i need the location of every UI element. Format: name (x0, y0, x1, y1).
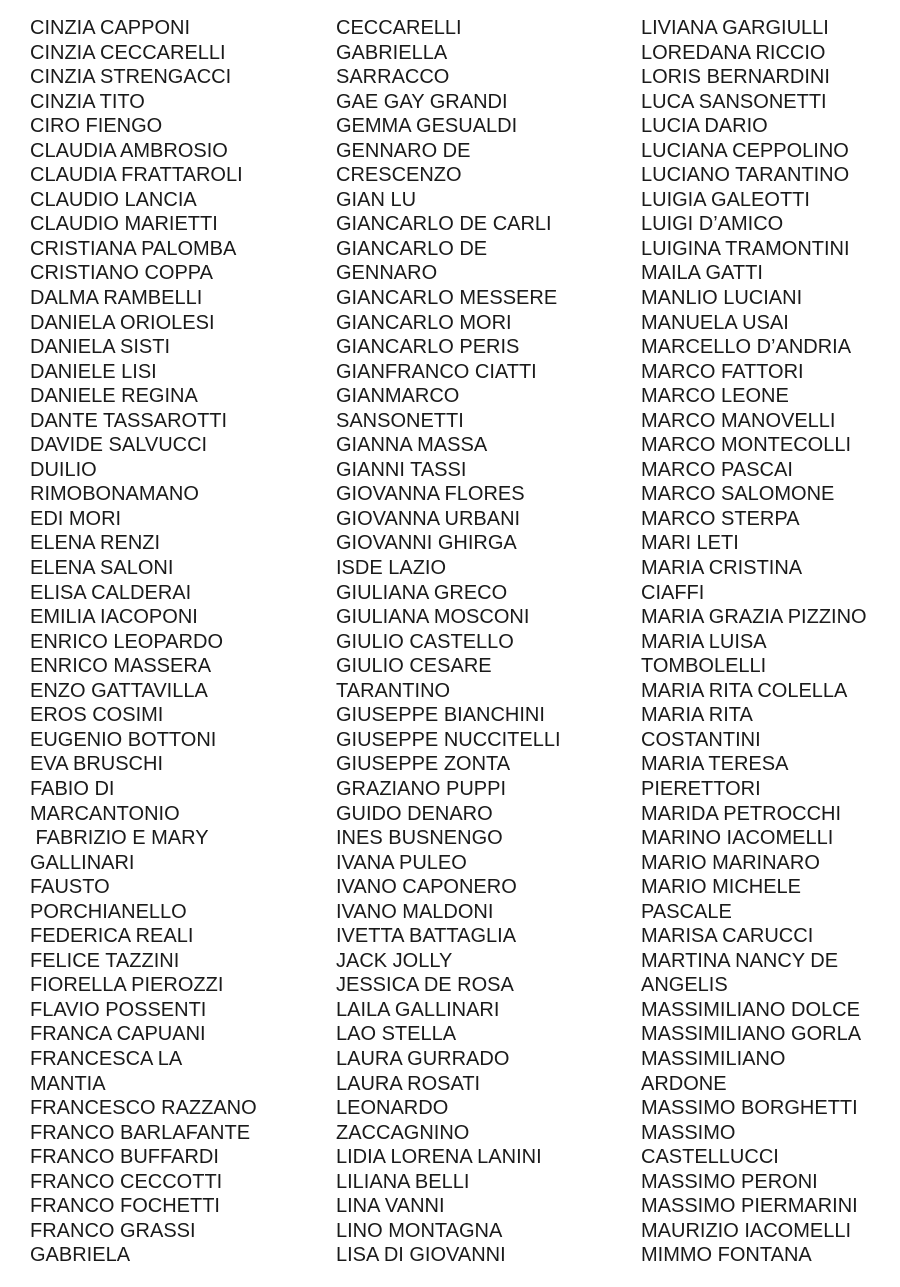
name-entry: CLAUDIO MARIETTI (30, 213, 218, 236)
name-entry: CIRO FIENGO (30, 115, 163, 138)
name-entry: MASSIMILIANO GORLA (641, 1023, 862, 1046)
name-entry: RIMOBONAMANO (30, 483, 199, 506)
name-entry: FRANCO GRASSI (30, 1219, 196, 1242)
name-entry: MASSIMO (641, 1121, 736, 1144)
name-entry: CLAUDIO LANCIA (30, 188, 197, 211)
name-entry: GRAZIANO PUPPI (336, 777, 507, 800)
name-entry: LINA VANNI (336, 1195, 445, 1218)
name-entry: LIDIA LORENA LANINI (336, 1146, 542, 1169)
name-entry: GIAN LU (336, 188, 417, 211)
name-entry: CRESCENZO (336, 164, 462, 187)
name-entry: MARI LETI (641, 532, 739, 555)
name-entry: CIAFFI (641, 581, 705, 604)
name-entry: DANTE TASSAROTTI (30, 409, 228, 432)
name-entry: GIULIANA GRECO (336, 581, 508, 604)
name-column-3 (641, 16, 867, 1268)
name-entry: ZACCAGNINO (336, 1121, 470, 1144)
name-entry: ELISA CALDERAI (30, 581, 192, 604)
name-entry: MARCO PASCAI (641, 458, 793, 481)
name-entry: GIUSEPPE BIANCHINI (336, 704, 545, 727)
name-entry: GIULIANA MOSCONI (336, 606, 530, 629)
name-entry: GIULIO CESARE (336, 655, 492, 678)
name-entry: TOMBOLELLI (641, 655, 767, 678)
name-entry: LAURA ROSATI (336, 1072, 481, 1095)
name-entry: LAILA GALLINARI (336, 998, 500, 1021)
name-entry: LORIS BERNARDINI (641, 66, 830, 89)
name-entry: CRISTIANO COPPA (30, 262, 213, 285)
name-entry: LISA DI GIOVANNI (336, 1244, 506, 1267)
name-entry: FABIO DI (30, 777, 115, 800)
name-entry: MARCO LEONE (641, 385, 789, 408)
name-entry: CASTELLUCCI (641, 1146, 779, 1169)
name-entry: ELENA RENZI (30, 532, 161, 555)
name-entry: LUCIA DARIO (641, 115, 768, 138)
name-entry: CLAUDIA FRATTAROLI (30, 164, 243, 187)
name-entry: IVANO CAPONERO (336, 876, 517, 899)
name-entry: DALMA RAMBELLI (30, 287, 203, 310)
name-entry: EMILIA IACOPONI (30, 606, 198, 629)
name-entry: GIULIO CASTELLO (336, 630, 514, 653)
name-entry: FRANCO BARLAFANTE (30, 1121, 251, 1144)
name-entry: MANTIA (30, 1072, 106, 1095)
name-entry: LUIGI D’AMICO (641, 213, 784, 236)
name-entry: IVANO MALDONI (336, 900, 494, 923)
name-entry: MARCO STERPA (641, 507, 800, 530)
name-entry: MASSIMO BORGHETTI (641, 1097, 858, 1120)
name-entry: SARRACCO (336, 66, 450, 89)
name-entry: FRANCO BUFFARDI (30, 1146, 219, 1169)
name-entry: GENNARO DE (336, 139, 471, 162)
name-entry: MARIA TERESA (641, 753, 789, 776)
name-entry: ANGELIS (641, 974, 728, 997)
name-entry: LINO MONTAGNA (336, 1219, 503, 1242)
name-entry: COSTANTINI (641, 728, 761, 751)
name-entry: GIANNA MASSA (336, 434, 488, 457)
name-entry: CINZIA CAPPONI (30, 17, 191, 39)
name-entry: LIVIANA GARGIULLI (641, 17, 829, 39)
name-entry: GIUSEPPE ZONTA (336, 753, 511, 776)
name-entry: ARDONE (641, 1072, 727, 1095)
name-entry: JACK JOLLY (336, 949, 453, 972)
name-entry: GIANCARLO MORI (336, 311, 512, 334)
name-entry: IVANA PULEO (336, 851, 467, 874)
name-entry: PIERETTORI (641, 777, 761, 800)
name-entry: GENNARO (336, 262, 438, 285)
name-entry: GABRIELLA (336, 41, 448, 64)
name-entry: FABRIZIO E MARY (30, 827, 209, 850)
name-entry: FEDERICA REALI (30, 925, 194, 948)
name-entry: LILIANA BELLI (336, 1170, 470, 1193)
name-entry: EDI MORI (30, 507, 122, 530)
name-entry: SANSONETTI (336, 409, 464, 432)
name-entry: PORCHIANELLO (30, 900, 187, 923)
name-entry: LUIGINA TRAMONTINI (641, 237, 850, 260)
name-entry: DANIELE LISI (30, 360, 157, 383)
name-entry: FIORELLA PIEROZZI (30, 974, 224, 997)
name-entry: FLAVIO POSSENTI (30, 998, 207, 1021)
name-entry: PASCALE (641, 900, 732, 923)
name-entry: CINZIA TITO (30, 90, 145, 113)
name-entry: GIANNI TASSI (336, 458, 467, 481)
name-entry: LEONARDO (336, 1097, 449, 1120)
name-entry: GIOVANNA URBANI (336, 507, 521, 530)
name-entry: INES BUSNENGO (336, 827, 503, 850)
name-entry: MARCO SALOMONE (641, 483, 835, 506)
name-entry: GIANMARCO (336, 385, 460, 408)
name-entry: ENRICO LEOPARDO (30, 630, 223, 653)
name-column-2 (336, 16, 561, 1268)
name-entry: GALLINARI (30, 851, 135, 874)
name-entry: CLAUDIA AMBROSIO (30, 139, 228, 162)
name-entry: IVETTA BATTAGLIA (336, 925, 517, 948)
name-entry: ISDE LAZIO (336, 557, 447, 580)
name-entry: MARIA CRISTINA (641, 557, 803, 580)
name-entry: LUCIANA CEPPOLINO (641, 139, 849, 162)
name-entry: GUIDO DENARO (336, 802, 493, 825)
name-entry: LUIGIA GALEOTTI (641, 188, 810, 211)
name-entry: GIANFRANCO CIATTI (336, 360, 537, 383)
name-entry: MARCO FATTORI (641, 360, 804, 383)
name-entry: DANIELA ORIOLESI (30, 311, 215, 334)
name-entry: CRISTIANA PALOMBA (30, 237, 237, 260)
name-entry: FELICE TAZZINI (30, 949, 180, 972)
name-entry: GEMMA GESUALDI (336, 115, 518, 138)
name-entry: GIOVANNA FLORES (336, 483, 525, 506)
name-entry: MARISA CARUCCI (641, 925, 814, 948)
name-entry: LOREDANA RICCIO (641, 41, 826, 64)
name-entry: DANIELA SISTI (30, 336, 171, 359)
name-entry: MARCELLO D’ANDRIA (641, 336, 852, 359)
name-entry: GIOVANNI GHIRGA (336, 532, 517, 555)
name-entry: MARIO MARINARO (641, 851, 820, 874)
name-entry: EUGENIO BOTTONI (30, 728, 217, 751)
name-column-1 (30, 16, 257, 1268)
name-entry: MASSIMO PERONI (641, 1170, 818, 1193)
name-entry: MARIDA PETROCCHI (641, 802, 842, 825)
name-entry: GIANCARLO PERIS (336, 336, 520, 359)
name-entry: MAILA GATTI (641, 262, 763, 285)
name-entry: DUILIO (30, 458, 97, 481)
name-entry: FRANCESCA LA (30, 1047, 183, 1070)
name-entry: MARIA GRAZIA PIZZINO (641, 606, 867, 629)
name-entry: DAVIDE SALVUCCI (30, 434, 208, 457)
name-entry: FAUSTO (30, 876, 110, 899)
name-entry: EROS COSIMI (30, 704, 164, 727)
name-entry: MASSIMO PIERMARINI (641, 1195, 858, 1218)
name-entry: MARIA RITA (641, 704, 753, 727)
name-entry: MANLIO LUCIANI (641, 287, 803, 310)
name-entry: MARIA LUISA (641, 630, 767, 653)
name-entry: MARCO MONTECOLLI (641, 434, 852, 457)
name-entry: LAURA GURRADO (336, 1047, 510, 1070)
name-entry: MASSIMILIANO DOLCE (641, 998, 860, 1021)
name-entry: DANIELE REGINA (30, 385, 198, 408)
name-entry: GIANCARLO DE CARLI (336, 213, 552, 236)
name-entry: MARIO MICHELE (641, 876, 802, 899)
name-entry: GAE GAY GRANDI (336, 90, 508, 113)
name-entry: CECCARELLI (336, 17, 462, 39)
name-entry: MARIA RITA COLELLA (641, 679, 848, 702)
name-entry: MIMMO FONTANA (641, 1244, 812, 1267)
name-entry: ENRICO MASSERA (30, 655, 212, 678)
name-entry: GIANCARLO MESSERE (336, 287, 558, 310)
name-entry: CINZIA STRENGACCI (30, 66, 232, 89)
name-entry: MANUELA USAI (641, 311, 789, 334)
name-entry: FRANCO CECCOTTI (30, 1170, 223, 1193)
name-entry: MAURIZIO IACOMELLI (641, 1219, 852, 1242)
name-entry: GIANCARLO DE (336, 237, 488, 260)
name-entry: FRANCO FOCHETTI (30, 1195, 220, 1218)
name-entry: ELENA SALONI (30, 557, 174, 580)
name-entry: MASSIMILIANO (641, 1047, 786, 1070)
name-entry: FRANCESCO RAZZANO (30, 1097, 257, 1120)
name-entry: MARCO MANOVELLI (641, 409, 836, 432)
name-entry: MARINO IACOMELLI (641, 827, 834, 850)
name-entry: LUCA SANSONETTI (641, 90, 827, 113)
name-entry: TARANTINO (336, 679, 451, 702)
name-entry: EVA BRUSCHI (30, 753, 163, 776)
name-entry: CINZIA CECCARELLI (30, 41, 226, 64)
name-entry: FRANCA CAPUANI (30, 1023, 206, 1046)
name-entry: GIUSEPPE NUCCITELLI (336, 728, 561, 751)
name-entry: JESSICA DE ROSA (336, 974, 514, 997)
name-entry: LUCIANO TARANTINO (641, 164, 850, 187)
name-entry: MARCANTONIO (30, 802, 180, 825)
name-entry: GABRIELA (30, 1244, 131, 1267)
name-entry: ENZO GATTAVILLA (30, 679, 208, 702)
name-entry: MARTINA NANCY DE (641, 949, 839, 972)
name-entry: LAO STELLA (336, 1023, 457, 1046)
